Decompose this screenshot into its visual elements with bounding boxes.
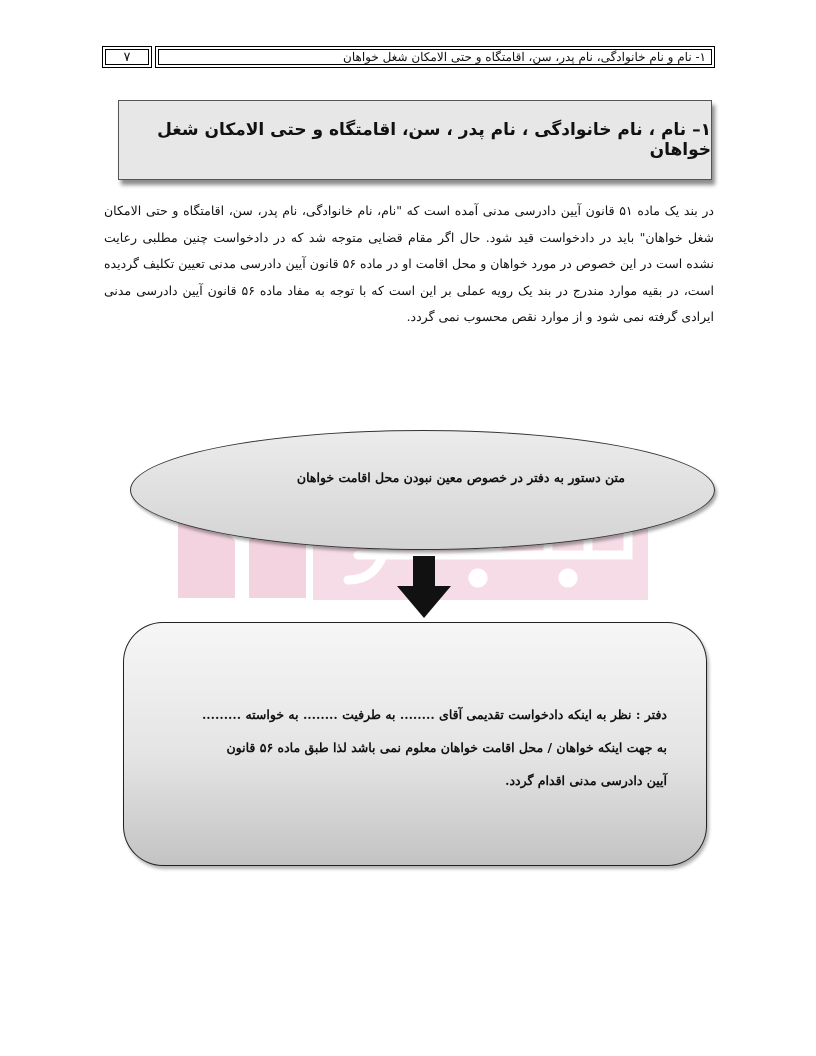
instruction-ellipse	[130, 430, 715, 550]
registry-note-text	[155, 698, 667, 797]
note-line: آیین دادرسی مدنی اقدام گردد.	[505, 773, 667, 788]
section-heading: ۱– نام ، نام خانوادگی ، نام پدر ، سن، اقامتگاه و حتی الامکان شغل خواهان	[118, 100, 712, 180]
page-number: ۷	[102, 46, 152, 68]
down-arrow-icon	[397, 556, 451, 620]
note-line: به جهت اینکه خواهان / محل اقامت خواهان معلوم نمی باشد لذا طبق ماده ۵۶ قانون	[226, 740, 667, 755]
ellipse-label: متن دستور به دفتر در خصوص معین نبودن محل اقامت خواهان	[296, 470, 625, 485]
running-header: ۱- نام و نام خانوادگی، نام پدر، سن، اقامتگاه و حتی الامکان شغل خواهان	[155, 46, 715, 68]
note-line: دفتر : نظر به اینکه دادخواست تقدیمی آقای ........ به طرفیت ........ به خواسته .........	[201, 707, 667, 722]
body-paragraph: در بند یک ماده ۵۱ قانون آیین دادرسی مدنی آمده است که "نام، نام خانوادگی، نام پدر، سن، اقامتگاه و حتی الامکان شغل خواهان" باید در دادخواست قید شود. حال اگر مقام قضایی متوجه شد که در دادخواست چنین مطلبی رعایت نشده است در این خصوص در مورد خواهان و محل اقامت او در ماده ۵۶ قانون آیین دادرسی مدنی تعیین تکلیف گردیده است، در بقیه موارد مندرج در بند یک رویه عملی بر این است که با توجه به مفاد ماده ۵۶ قانون آیین دادرسی مدنی ایرادی گرفته نمی شود و از موارد نقص محسوب نمی گردد.	[104, 203, 714, 324]
